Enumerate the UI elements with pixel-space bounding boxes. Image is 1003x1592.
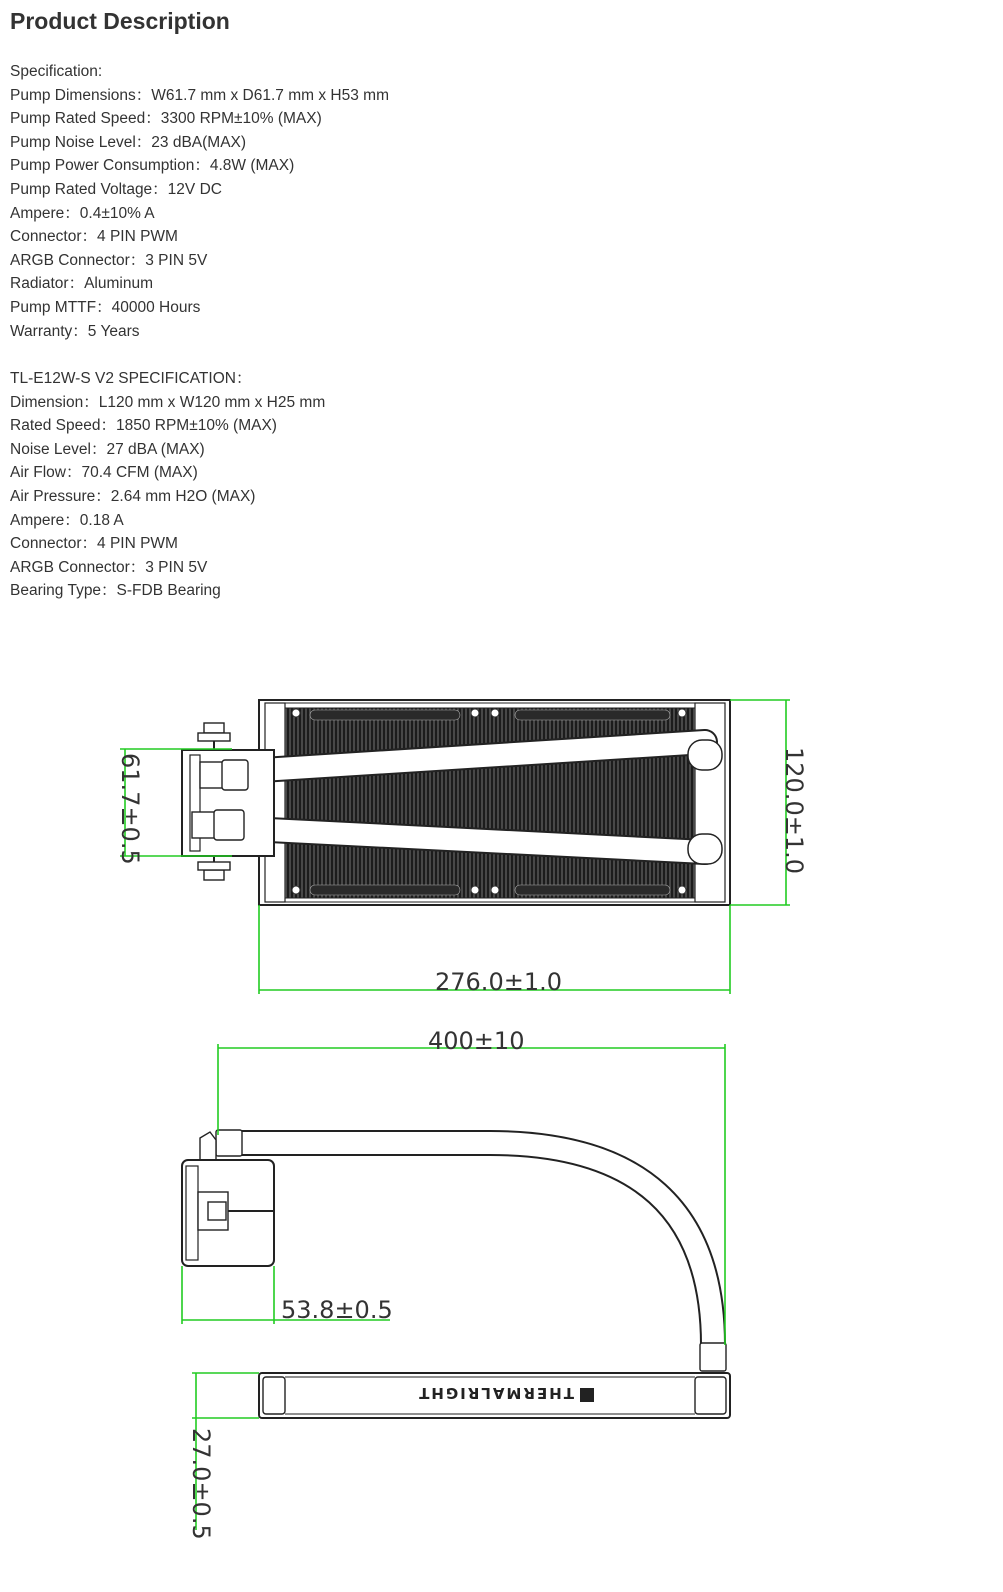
spec-line: Dimension：L120 mm x W120 mm x H25 mm: [10, 393, 326, 411]
spec-line: Pump Dimensions：W61.7 mm x D61.7 mm x H53 mm: [10, 86, 389, 104]
spec-line: Connector：4 PIN PWM: [10, 228, 178, 246]
radiator-length-dimension: 276.0±1.0: [435, 968, 562, 996]
radiator-side-view: [259, 1373, 730, 1418]
tube-length-dimension: 400±10: [428, 1027, 525, 1055]
spec-line: ARGB Connector：3 PIN 5V: [10, 251, 208, 269]
spec-line: Air Flow：70.4 CFM (MAX): [10, 464, 198, 482]
spec-line: Radiator：Aluminum: [10, 275, 153, 293]
pump-width-dimension: 61.7±0.5: [116, 753, 144, 865]
spec-line: Ampere：0.4±10% A: [10, 204, 155, 222]
radiator-thickness-dimension: 27.0±0.5: [187, 1428, 215, 1540]
spec-line: Connector：4 PIN PWM: [10, 535, 178, 553]
spec-line: Pump Rated Speed：3300 RPM±10% (MAX): [10, 110, 322, 128]
spec-line: Bearing Type：S-FDB Bearing: [10, 582, 221, 600]
spec-line: Pump Noise Level：23 dBA(MAX): [10, 133, 247, 151]
page-title: Product Description: [10, 8, 230, 34]
spec-line: Noise Level：27 dBA (MAX): [10, 440, 205, 458]
spec-line: Pump Rated Voltage：12V DC: [10, 180, 222, 198]
spec-line: Air Pressure：2.64 mm H2O (MAX): [10, 487, 256, 505]
pump-height-dimension: 53.8±0.5: [281, 1296, 393, 1324]
dimension-lines-side: [182, 1044, 725, 1530]
brand-logo-text: THERMALRIGHT: [417, 1384, 574, 1402]
radiator-width-dimension: 120.0±1.0: [780, 747, 808, 874]
spec-line: Specification:: [10, 63, 103, 80]
spec-line: Rated Speed：1850 RPM±10% (MAX): [10, 417, 277, 435]
spec-line: Warranty：5 Years: [10, 322, 140, 340]
spec-line: Ampere：0.18 A: [10, 511, 124, 529]
spec-line: Pump Power Consumption：4.8W (MAX): [10, 157, 295, 175]
radiator-top-view: [230, 700, 730, 905]
spec-line: Pump MTTF：40000 Hours: [10, 298, 201, 316]
pump-side-view: [182, 1130, 726, 1371]
spec-line: ARGB Connector：3 PIN 5V: [10, 558, 208, 576]
spec-line: TL-E12W-S V2 SPECIFICATION：: [10, 370, 252, 387]
